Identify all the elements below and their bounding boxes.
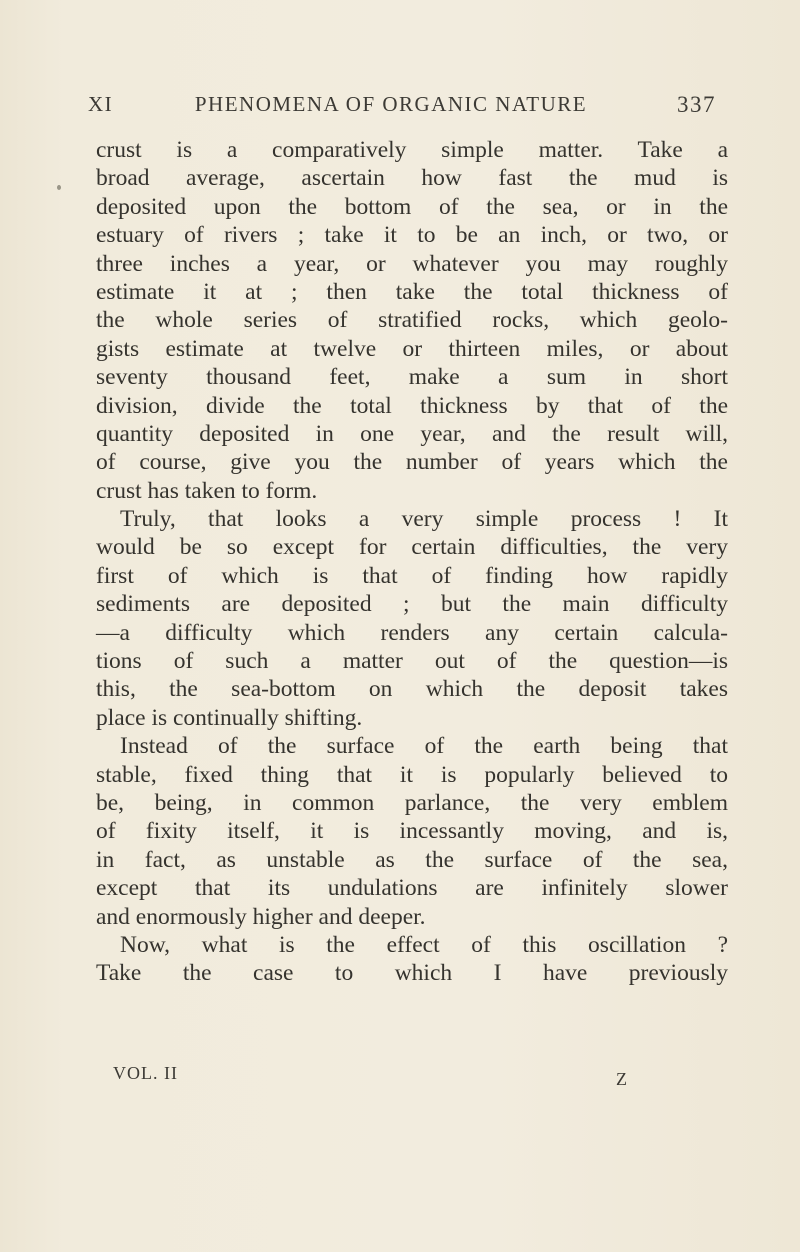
- text-line: except that its undulations are infinitely slower: [96, 875, 728, 902]
- text-line: in fact, as unstable as the surface of the sea,: [96, 846, 728, 873]
- page-footer: [113, 1063, 713, 1089]
- text-line: —a difficulty which renders any certain calcula-: [96, 619, 728, 646]
- volume-mark: VOL. II: [113, 1063, 178, 1083]
- text-line: tions of such a matter out of the question—is: [96, 648, 728, 675]
- paper-speck: [57, 185, 61, 190]
- text-line: and enormously higher and deeper.: [96, 903, 426, 930]
- text-line: stable, fixed thing that it is popularly believed to: [96, 761, 728, 788]
- text-line: crust is a comparatively simple matter. Take a: [96, 137, 728, 163]
- running-title: PHENOMENA OF ORGANIC NATURE: [194, 92, 588, 116]
- text-line: first of which is that of finding how rapidly: [96, 562, 728, 589]
- text-line: of course, give you the number of years which the: [96, 449, 728, 476]
- text-line: quantity deposited in one year, and the result will,: [96, 420, 728, 447]
- text-line: Take the case to which I have previously: [96, 960, 728, 987]
- text-line: Now, what is the effect of this oscillation ?: [120, 931, 728, 958]
- running-header: [88, 92, 728, 122]
- text-line: sediments are deposited ; but the main difficulty: [96, 591, 728, 618]
- text-line: this, the sea-bottom on which the deposit takes: [96, 676, 728, 703]
- text-line: Truly, that looks a very simple process ! It: [120, 506, 728, 533]
- signature-mark: Z: [616, 1069, 628, 1089]
- text-line: three inches a year, or whatever you may roughly: [96, 250, 728, 277]
- text-line: the whole series of stratified rocks, which geolo-: [96, 307, 728, 334]
- text-line: of fixity itself, it is incessantly moving, and is,: [96, 818, 728, 845]
- text-line: seventy thousand feet, make a sum in short: [96, 364, 728, 391]
- chapter-numeral: XI: [88, 92, 114, 116]
- text-line: be, being, in common parlance, the very emblem: [96, 789, 728, 816]
- text-line: deposited upon the bottom of the sea, or in the: [96, 193, 728, 220]
- page-number: 337: [677, 92, 716, 117]
- text-line: Instead of the surface of the earth being that: [120, 733, 728, 760]
- text-line: estuary of rivers ; take it to be an inch, or two, or: [96, 222, 728, 249]
- text-line: would be so except for certain difficulties, the very: [96, 534, 728, 561]
- text-line: place is continually shifting.: [96, 704, 363, 731]
- text-line: crust has taken to form.: [96, 477, 318, 504]
- body-text: [96, 136, 728, 988]
- text-line: division, divide the total thickness by that of the: [96, 392, 728, 419]
- text-line: gists estimate at twelve or thirteen miles, or about: [96, 335, 728, 362]
- text-line: broad average, ascertain how fast the mud is: [96, 165, 728, 192]
- text-line: estimate it at ; then take the total thickness of: [96, 278, 728, 305]
